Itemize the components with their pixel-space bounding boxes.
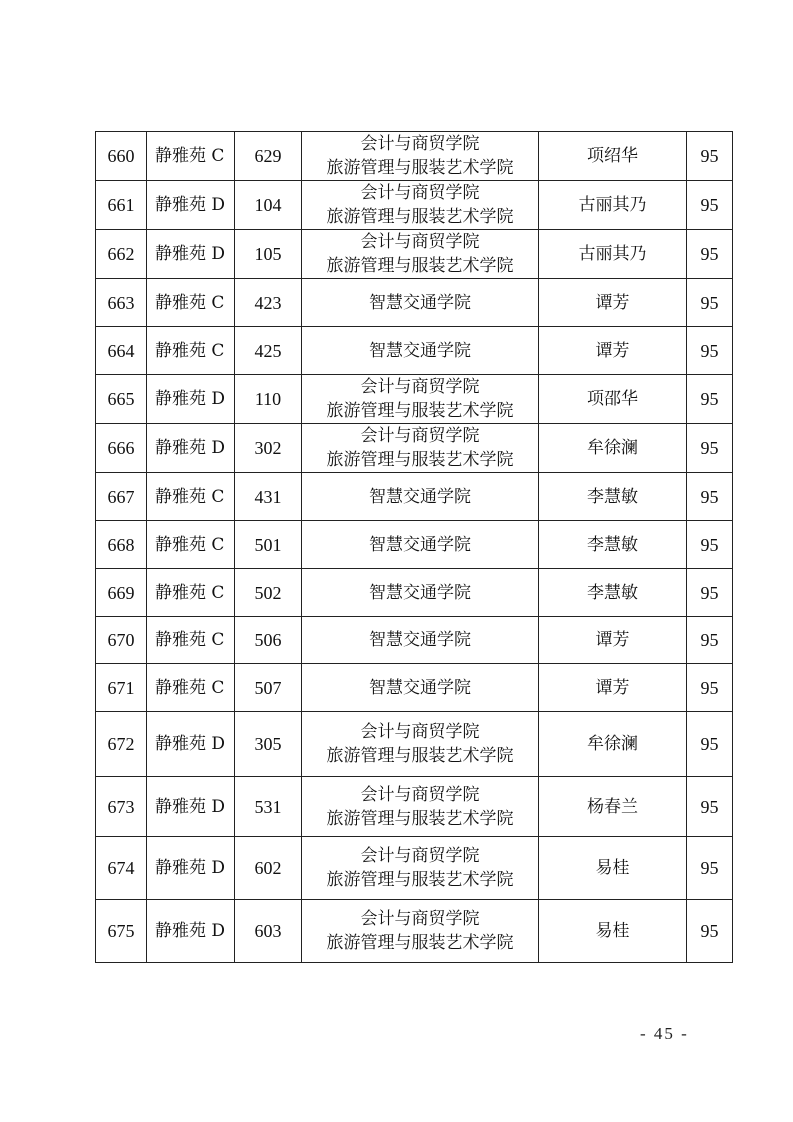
college-cell <box>302 181 539 230</box>
college-name: 智慧交通学院 <box>369 630 471 650</box>
building-cell: 静雅苑 D <box>147 424 235 473</box>
row-number-cell: 672 <box>96 712 147 777</box>
score-cell: 95 <box>687 900 733 963</box>
score-cell: 95 <box>687 712 733 777</box>
building-cell: 静雅苑 D <box>147 712 235 777</box>
row-number-cell: 666 <box>96 424 147 473</box>
room-cell: 425 <box>235 327 302 375</box>
table-row <box>96 521 733 569</box>
teacher-cell: 易桂 <box>539 900 687 963</box>
college-name: 旅游管理与服装艺术学院 <box>326 933 514 953</box>
table-row <box>96 327 733 375</box>
room-cell: 431 <box>235 473 302 521</box>
score-cell: 95 <box>687 230 733 279</box>
room-cell: 302 <box>235 424 302 473</box>
college-name: 旅游管理与服装艺术学院 <box>326 158 514 178</box>
teacher-cell: 李慧敏 <box>539 521 687 569</box>
building-cell: 静雅苑 D <box>147 777 235 837</box>
score-cell: 95 <box>687 569 733 617</box>
room-cell: 423 <box>235 279 302 327</box>
row-number-cell: 660 <box>96 132 147 181</box>
college-name: 会计与商贸学院 <box>360 183 480 203</box>
college-cell <box>302 900 539 963</box>
teacher-cell: 谭芳 <box>539 617 687 664</box>
room-cell: 110 <box>235 375 302 424</box>
table-row <box>96 900 733 963</box>
score-cell: 95 <box>687 617 733 664</box>
row-number-cell: 662 <box>96 230 147 279</box>
teacher-cell: 谭芳 <box>539 664 687 712</box>
college-cell <box>302 664 539 712</box>
room-cell: 507 <box>235 664 302 712</box>
college-name: 智慧交通学院 <box>369 534 471 555</box>
row-number-cell: 675 <box>96 900 147 963</box>
college-name: 会计与商贸学院 <box>360 134 480 154</box>
row-number-cell: 673 <box>96 777 147 837</box>
teacher-cell: 李慧敏 <box>539 473 687 521</box>
room-cell: 531 <box>235 777 302 837</box>
college-name: 旅游管理与服装艺术学院 <box>326 450 514 470</box>
college-name: 智慧交通学院 <box>369 292 471 313</box>
room-cell: 501 <box>235 521 302 569</box>
row-number-cell: 671 <box>96 664 147 712</box>
building-cell: 静雅苑 C <box>147 569 235 617</box>
room-cell: 105 <box>235 230 302 279</box>
room-cell: 502 <box>235 569 302 617</box>
teacher-cell: 杨春兰 <box>539 777 687 837</box>
building-cell: 静雅苑 D <box>147 837 235 900</box>
score-cell: 95 <box>687 424 733 473</box>
college-name: 会计与商贸学院 <box>360 909 480 929</box>
score-cell: 95 <box>687 132 733 181</box>
teacher-cell: 牟徐澜 <box>539 712 687 777</box>
teacher-cell: 易桂 <box>539 837 687 900</box>
teacher-cell: 古丽其乃 <box>539 230 687 279</box>
score-cell: 95 <box>687 837 733 900</box>
teacher-cell: 项邵华 <box>539 375 687 424</box>
building-cell: 静雅苑 D <box>147 181 235 230</box>
page-number: - 45 - <box>640 1024 689 1043</box>
college-cell <box>302 132 539 181</box>
college-name: 智慧交通学院 <box>369 486 471 507</box>
college-name: 智慧交通学院 <box>369 677 471 698</box>
college-name: 智慧交通学院 <box>369 582 471 603</box>
building-cell: 静雅苑 C <box>147 279 235 327</box>
row-number-cell: 665 <box>96 375 147 424</box>
college-cell <box>302 327 539 375</box>
table-row <box>96 279 733 327</box>
teacher-cell: 谭芳 <box>539 327 687 375</box>
college-cell <box>302 424 539 473</box>
score-cell: 95 <box>687 181 733 230</box>
building-cell: 静雅苑 D <box>147 375 235 424</box>
building-cell: 静雅苑 C <box>147 521 235 569</box>
room-cell: 602 <box>235 837 302 900</box>
room-cell: 506 <box>235 617 302 664</box>
college-cell <box>302 521 539 569</box>
table-row <box>96 230 733 279</box>
college-name: 旅游管理与服装艺术学院 <box>326 870 514 890</box>
row-number-cell: 669 <box>96 569 147 617</box>
college-name: 旅游管理与服装艺术学院 <box>326 808 514 829</box>
score-cell: 95 <box>687 777 733 837</box>
college-name: 会计与商贸学院 <box>360 232 480 252</box>
teacher-cell: 李慧敏 <box>539 569 687 617</box>
building-cell: 静雅苑 D <box>147 900 235 963</box>
score-cell: 95 <box>687 521 733 569</box>
row-number-cell: 663 <box>96 279 147 327</box>
teacher-cell: 牟徐澜 <box>539 424 687 473</box>
college-cell <box>302 279 539 327</box>
table-row <box>96 837 733 900</box>
college-cell <box>302 230 539 279</box>
room-cell: 104 <box>235 181 302 230</box>
table-row <box>96 181 733 230</box>
row-number-cell: 668 <box>96 521 147 569</box>
room-cell: 305 <box>235 712 302 777</box>
college-name: 会计与商贸学院 <box>360 784 480 805</box>
table-row <box>96 569 733 617</box>
score-cell: 95 <box>687 473 733 521</box>
row-number-cell: 664 <box>96 327 147 375</box>
college-name: 旅游管理与服装艺术学院 <box>326 746 514 766</box>
table-row <box>96 617 733 664</box>
building-cell: 静雅苑 D <box>147 230 235 279</box>
teacher-cell: 项绍华 <box>539 132 687 181</box>
college-name: 旅游管理与服装艺术学院 <box>326 401 514 421</box>
row-number-cell: 674 <box>96 837 147 900</box>
teacher-cell: 谭芳 <box>539 279 687 327</box>
college-cell <box>302 712 539 777</box>
dormitory-table <box>95 131 733 963</box>
table-row <box>96 712 733 777</box>
college-name: 智慧交通学院 <box>369 340 471 361</box>
room-cell: 629 <box>235 132 302 181</box>
college-name: 会计与商贸学院 <box>360 426 480 446</box>
college-name: 会计与商贸学院 <box>360 722 480 742</box>
table-row <box>96 132 733 181</box>
college-cell <box>302 569 539 617</box>
building-cell: 静雅苑 C <box>147 664 235 712</box>
college-name: 会计与商贸学院 <box>360 846 480 866</box>
college-cell <box>302 837 539 900</box>
row-number-cell: 667 <box>96 473 147 521</box>
college-cell <box>302 617 539 664</box>
table-body <box>96 132 733 963</box>
score-cell: 95 <box>687 279 733 327</box>
score-cell: 95 <box>687 375 733 424</box>
row-number-cell: 661 <box>96 181 147 230</box>
table-row <box>96 375 733 424</box>
building-cell: 静雅苑 C <box>147 132 235 181</box>
college-cell <box>302 473 539 521</box>
building-cell: 静雅苑 C <box>147 473 235 521</box>
row-number-cell: 670 <box>96 617 147 664</box>
table-row <box>96 424 733 473</box>
college-name: 会计与商贸学院 <box>360 377 480 397</box>
score-cell: 95 <box>687 327 733 375</box>
college-cell <box>302 777 539 837</box>
teacher-cell: 古丽其乃 <box>539 181 687 230</box>
building-cell: 静雅苑 C <box>147 327 235 375</box>
score-cell: 95 <box>687 664 733 712</box>
college-name: 旅游管理与服装艺术学院 <box>326 207 514 227</box>
room-cell: 603 <box>235 900 302 963</box>
building-cell: 静雅苑 C <box>147 617 235 664</box>
college-cell <box>302 375 539 424</box>
table-row <box>96 473 733 521</box>
table-row <box>96 777 733 837</box>
table-row <box>96 664 733 712</box>
college-name: 旅游管理与服装艺术学院 <box>326 256 514 276</box>
